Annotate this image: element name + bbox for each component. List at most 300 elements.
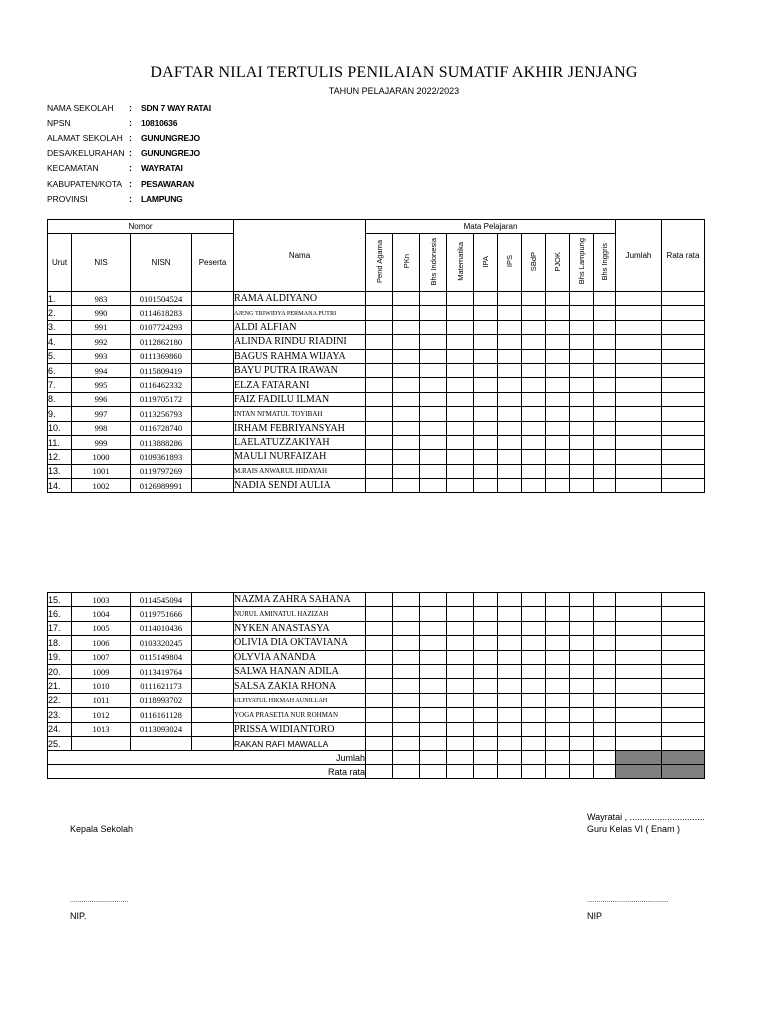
grade-cell <box>366 607 393 621</box>
table-row <box>48 593 705 607</box>
grade-cell <box>498 335 522 349</box>
grade-cell <box>447 435 474 449</box>
table-row <box>48 392 705 406</box>
grade-cell <box>570 679 594 693</box>
document-title: DAFTAR NILAI TERTULIS PENILAIAN SUMATIF AKHIR JENJANG <box>150 64 638 81</box>
grade-cell <box>594 450 616 464</box>
grade-cell <box>616 435 662 449</box>
grade-cell <box>662 421 705 435</box>
grade-cell <box>570 722 594 736</box>
grade-cell <box>393 736 420 750</box>
rata-header: Rata rata <box>662 220 705 292</box>
nis-cell: 1002 <box>72 479 131 493</box>
grade-cell <box>498 479 522 493</box>
grade-cell <box>546 607 570 621</box>
grade-cell <box>498 378 522 392</box>
grade-cell <box>474 751 498 765</box>
peserta-cell <box>192 435 234 449</box>
grade-cell <box>420 593 447 607</box>
grade-cell <box>366 636 393 650</box>
table-row <box>48 363 705 377</box>
info-value: 10810636 <box>141 117 178 128</box>
grade-cell <box>522 722 546 736</box>
grade-cell <box>393 464 420 478</box>
nis-header: NIS <box>72 234 131 292</box>
grade-cell <box>662 392 705 406</box>
nis-cell: 1010 <box>72 679 131 693</box>
subject-label: Bhs Lampung <box>577 238 586 285</box>
grade-cell <box>546 736 570 750</box>
shaded-cell <box>616 751 662 765</box>
grade-cell <box>570 708 594 722</box>
row-number: 24. <box>48 722 72 736</box>
grade-cell <box>420 392 447 406</box>
grade-cell <box>662 636 705 650</box>
grade-cell <box>447 407 474 421</box>
grade-cell <box>662 435 705 449</box>
grade-cell <box>522 636 546 650</box>
peserta-cell <box>192 593 234 607</box>
grade-cell <box>522 435 546 449</box>
grade-cell <box>474 378 498 392</box>
grade-cell <box>616 320 662 334</box>
nisn-header: NISN <box>131 234 192 292</box>
grade-cell <box>570 765 594 779</box>
grade-cell <box>420 679 447 693</box>
grade-cell <box>393 679 420 693</box>
grade-cell <box>594 664 616 678</box>
grade-cell <box>662 292 705 306</box>
row-number: 15. <box>48 593 72 607</box>
grade-cell <box>474 335 498 349</box>
grade-cell <box>420 664 447 678</box>
grade-cell <box>570 693 594 707</box>
grade-cell <box>447 693 474 707</box>
grade-cell <box>420 435 447 449</box>
grade-cell <box>420 607 447 621</box>
grade-cell <box>594 378 616 392</box>
subject-header <box>366 234 393 292</box>
info-value: GUNUNGREJO <box>141 132 200 143</box>
table-row <box>48 378 705 392</box>
grade-cell <box>570 450 594 464</box>
student-name: OLYVIA ANANDA <box>234 650 366 664</box>
grade-cell <box>594 650 616 664</box>
student-name: FAIZ FADILU ILMAN <box>234 392 366 406</box>
student-name: ULFIYATUL HIKMAH AUNILLAH <box>234 693 366 707</box>
table-row <box>48 650 705 664</box>
grade-cell <box>474 479 498 493</box>
nis-cell: 992 <box>72 335 131 349</box>
grade-cell <box>594 679 616 693</box>
info-label: NAMA SEKOLAH <box>47 102 114 113</box>
grade-cell <box>393 407 420 421</box>
grade-cell <box>522 593 546 607</box>
student-name: MAULI NURFAIZAH <box>234 450 366 464</box>
grade-cell <box>570 363 594 377</box>
row-number: 17. <box>48 621 72 635</box>
table-row <box>48 607 705 621</box>
nis-cell: 1000 <box>72 450 131 464</box>
info-colon: : <box>129 148 132 159</box>
nis-cell: 1006 <box>72 636 131 650</box>
subjects-header: Mata Pelajaran <box>366 220 616 234</box>
grade-cell <box>393 621 420 635</box>
info-value: WAYRATAI <box>141 163 183 174</box>
grade-cell <box>366 378 393 392</box>
row-number: 11. <box>48 435 72 449</box>
grade-cell <box>393 363 420 377</box>
grade-cell <box>662 650 705 664</box>
document-subtitle: TAHUN PELAJARAN 2022/2023 <box>328 86 460 96</box>
info-row <box>47 161 211 176</box>
grade-cell <box>594 435 616 449</box>
grade-cell <box>393 349 420 363</box>
info-colon: : <box>129 132 132 143</box>
grade-cell <box>570 664 594 678</box>
grade-cell <box>616 392 662 406</box>
grade-cell <box>546 450 570 464</box>
grade-cell <box>594 722 616 736</box>
table-row <box>48 693 705 707</box>
nis-cell: 1004 <box>72 607 131 621</box>
row-number: 8. <box>48 392 72 406</box>
grade-cell <box>447 363 474 377</box>
grade-cell <box>546 407 570 421</box>
grade-cell <box>474 650 498 664</box>
nisn-cell: 0116161128 <box>131 708 192 722</box>
row-number: 14. <box>48 479 72 493</box>
grade-cell <box>420 349 447 363</box>
peserta-cell <box>192 464 234 478</box>
grade-cell <box>366 664 393 678</box>
grade-cell <box>522 378 546 392</box>
grade-cell <box>393 378 420 392</box>
grade-cell <box>420 407 447 421</box>
nisn-cell: 0114618283 <box>131 306 192 320</box>
info-label: DESA/KELURAHAN <box>47 148 125 159</box>
grade-cell <box>522 349 546 363</box>
grade-cell <box>546 335 570 349</box>
table-row <box>48 349 705 363</box>
grade-cell <box>570 736 594 750</box>
row-number: 20. <box>48 664 72 678</box>
student-name: BAYU PUTRA IRAWAN <box>234 363 366 377</box>
grade-cell <box>366 479 393 493</box>
grade-cell <box>420 621 447 635</box>
grade-cell <box>447 751 474 765</box>
row-number: 22. <box>48 693 72 707</box>
info-value: SDN 7 WAY RATAI <box>141 102 211 113</box>
grade-cell <box>498 765 522 779</box>
row-number: 5. <box>48 349 72 363</box>
student-name: M.RAIS ANWARUL HIDAYAH <box>234 464 366 478</box>
row-number: 4. <box>48 335 72 349</box>
grade-cell <box>498 636 522 650</box>
footer-row <box>48 765 705 779</box>
grade-cell <box>447 378 474 392</box>
grade-cell <box>522 363 546 377</box>
grade-cell <box>420 693 447 707</box>
grade-cell <box>570 378 594 392</box>
grade-cell <box>616 693 662 707</box>
jumlah-header: Jumlah <box>616 220 662 292</box>
grade-cell <box>366 708 393 722</box>
grade-cell <box>522 751 546 765</box>
grade-cell <box>447 464 474 478</box>
grade-cell <box>522 292 546 306</box>
peserta-cell <box>192 607 234 621</box>
subject-header <box>546 234 570 292</box>
grade-cell <box>393 306 420 320</box>
nisn-cell: 0119751666 <box>131 607 192 621</box>
grade-cell <box>474 306 498 320</box>
subject-label: Bhs Inggris <box>600 242 609 281</box>
grade-cell <box>447 607 474 621</box>
nis-cell: 1009 <box>72 664 131 678</box>
nisn-cell: 0103320245 <box>131 636 192 650</box>
shaded-cell <box>616 765 662 779</box>
nisn-cell: 0113419764 <box>131 664 192 678</box>
student-name: PRISSA WIDIANTORO <box>234 722 366 736</box>
table-row <box>48 479 705 493</box>
grade-cell <box>594 751 616 765</box>
grade-cell <box>474 363 498 377</box>
row-number: 13. <box>48 464 72 478</box>
student-name: RAMA ALDIYANO <box>234 292 366 306</box>
grade-cell <box>393 479 420 493</box>
grade-cell <box>474 421 498 435</box>
subject-header <box>393 234 420 292</box>
grade-cell <box>474 736 498 750</box>
peserta-cell <box>192 722 234 736</box>
grade-cell <box>522 335 546 349</box>
grade-cell <box>546 636 570 650</box>
principal-label: Kepala Sekolah <box>70 824 134 834</box>
grade-cell <box>662 349 705 363</box>
grade-cell <box>366 349 393 363</box>
grade-cell <box>498 679 522 693</box>
grade-cell <box>570 479 594 493</box>
grade-cell <box>474 292 498 306</box>
urut-header: Urut <box>48 234 72 292</box>
student-name: AJENG TRIWIDYA PERMANA PUTRI <box>234 306 366 320</box>
row-number: 6. <box>48 363 72 377</box>
grade-cell <box>570 349 594 363</box>
peserta-cell <box>192 621 234 635</box>
nama-header: Nama <box>234 220 366 292</box>
nisn-cell: 0119705172 <box>131 392 192 406</box>
grade-cell <box>366 392 393 406</box>
row-number: 7. <box>48 378 72 392</box>
info-colon: : <box>129 102 132 113</box>
grade-cell <box>594 693 616 707</box>
info-colon: : <box>129 163 132 174</box>
grade-cell <box>393 292 420 306</box>
grade-cell <box>662 335 705 349</box>
grade-cell <box>393 693 420 707</box>
grade-cell <box>662 664 705 678</box>
nis-cell: 994 <box>72 363 131 377</box>
grade-cell <box>522 320 546 334</box>
subject-header <box>570 234 594 292</box>
peserta-cell <box>192 392 234 406</box>
info-row <box>47 130 211 145</box>
info-label: NPSN <box>47 117 71 128</box>
grade-cell <box>474 450 498 464</box>
grade-cell <box>570 335 594 349</box>
grade-cell <box>570 636 594 650</box>
grade-cell <box>594 765 616 779</box>
grade-cell <box>366 335 393 349</box>
subject-header <box>447 234 474 292</box>
info-value: LAMPUNG <box>141 193 183 204</box>
grade-cell <box>570 593 594 607</box>
student-name: SALWA HANAN ADILA <box>234 664 366 678</box>
grade-cell <box>522 693 546 707</box>
peserta-cell <box>192 349 234 363</box>
grade-cell <box>546 693 570 707</box>
grade-cell <box>366 751 393 765</box>
grade-cell <box>546 363 570 377</box>
table-row <box>48 621 705 635</box>
grade-cell <box>522 306 546 320</box>
teacher-nip: NIP <box>587 911 603 921</box>
row-number: 25. <box>48 736 72 750</box>
grade-cell <box>662 464 705 478</box>
grade-cell <box>616 722 662 736</box>
nomor-header: Nomor <box>48 220 234 234</box>
info-colon: : <box>129 178 132 189</box>
student-name: NADIA SENDI AULIA <box>234 479 366 493</box>
grade-cell <box>393 421 420 435</box>
grade-cell <box>393 607 420 621</box>
grade-cell <box>447 320 474 334</box>
grade-cell <box>498 363 522 377</box>
grade-cell <box>447 708 474 722</box>
nisn-cell: 0113093024 <box>131 722 192 736</box>
peserta-cell <box>192 708 234 722</box>
grade-cell <box>393 765 420 779</box>
grade-cell <box>366 320 393 334</box>
student-name: YOGA PRASETIA NUR ROHMAN <box>234 708 366 722</box>
grade-cell <box>474 722 498 736</box>
info-label: KABUPATEN/KOTA <box>47 178 123 189</box>
peserta-cell <box>192 363 234 377</box>
grade-cell <box>546 435 570 449</box>
grade-cell <box>420 363 447 377</box>
grade-cell <box>474 708 498 722</box>
grade-cell <box>393 664 420 678</box>
grade-cell <box>616 479 662 493</box>
nis-cell: 1003 <box>72 593 131 607</box>
grade-cell <box>474 621 498 635</box>
peserta-header: Peserta <box>192 234 234 292</box>
nisn-cell: 0111621173 <box>131 679 192 693</box>
grade-cell <box>498 708 522 722</box>
row-number: 9. <box>48 407 72 421</box>
grade-cell <box>420 751 447 765</box>
grade-cell <box>522 765 546 779</box>
table-row <box>48 292 705 306</box>
peserta-cell <box>192 306 234 320</box>
grade-cell <box>594 593 616 607</box>
grade-cell <box>594 349 616 363</box>
grade-cell <box>474 765 498 779</box>
grade-cell <box>546 621 570 635</box>
grade-cell <box>393 320 420 334</box>
grade-cell <box>546 593 570 607</box>
grade-cell <box>447 306 474 320</box>
grade-cell <box>447 736 474 750</box>
student-name: ALINDA RINDU RIADINI <box>234 335 366 349</box>
grade-cell <box>498 421 522 435</box>
grade-cell <box>594 292 616 306</box>
grade-cell <box>662 407 705 421</box>
grade-cell <box>393 751 420 765</box>
grade-cell <box>447 664 474 678</box>
grade-cell <box>616 593 662 607</box>
nisn-cell <box>131 736 192 750</box>
grade-cell <box>522 621 546 635</box>
grade-cell <box>522 664 546 678</box>
grade-cell <box>498 392 522 406</box>
grade-cell <box>594 464 616 478</box>
subject-label: Pend Agama <box>374 240 384 283</box>
grade-cell <box>420 765 447 779</box>
grade-cell <box>447 349 474 363</box>
grade-cell <box>522 679 546 693</box>
grade-cell <box>570 407 594 421</box>
grade-cell <box>420 292 447 306</box>
grade-cell <box>594 736 616 750</box>
grade-cell <box>366 722 393 736</box>
table-row <box>48 722 705 736</box>
grade-cell <box>498 593 522 607</box>
peserta-cell <box>192 636 234 650</box>
grade-cell <box>594 621 616 635</box>
table-row <box>48 435 705 449</box>
student-name: RAKAN RAFI MAWALLA <box>234 736 366 750</box>
shaded-cell <box>662 751 705 765</box>
grade-cell <box>474 435 498 449</box>
grade-cell <box>570 621 594 635</box>
grade-cell <box>474 636 498 650</box>
grade-cell <box>498 621 522 635</box>
subject-label: Matematika <box>455 242 465 281</box>
grade-cell <box>393 450 420 464</box>
nisn-cell: 0115149804 <box>131 650 192 664</box>
info-row <box>47 176 211 191</box>
grade-cell <box>366 450 393 464</box>
grade-cell <box>447 765 474 779</box>
grade-cell <box>447 636 474 650</box>
footer-label: Jumlah <box>48 751 366 765</box>
table-row <box>48 407 705 421</box>
grade-cell <box>474 392 498 406</box>
grade-cell <box>447 292 474 306</box>
grade-cell <box>616 636 662 650</box>
grade-cell <box>366 407 393 421</box>
teacher-signature-line: .......................................... <box>587 897 669 904</box>
grade-cell <box>594 479 616 493</box>
grade-cell <box>546 722 570 736</box>
grade-cell <box>616 621 662 635</box>
grade-cell <box>594 607 616 621</box>
grade-cell <box>474 407 498 421</box>
table-row <box>48 464 705 478</box>
nis-cell: 1001 <box>72 464 131 478</box>
